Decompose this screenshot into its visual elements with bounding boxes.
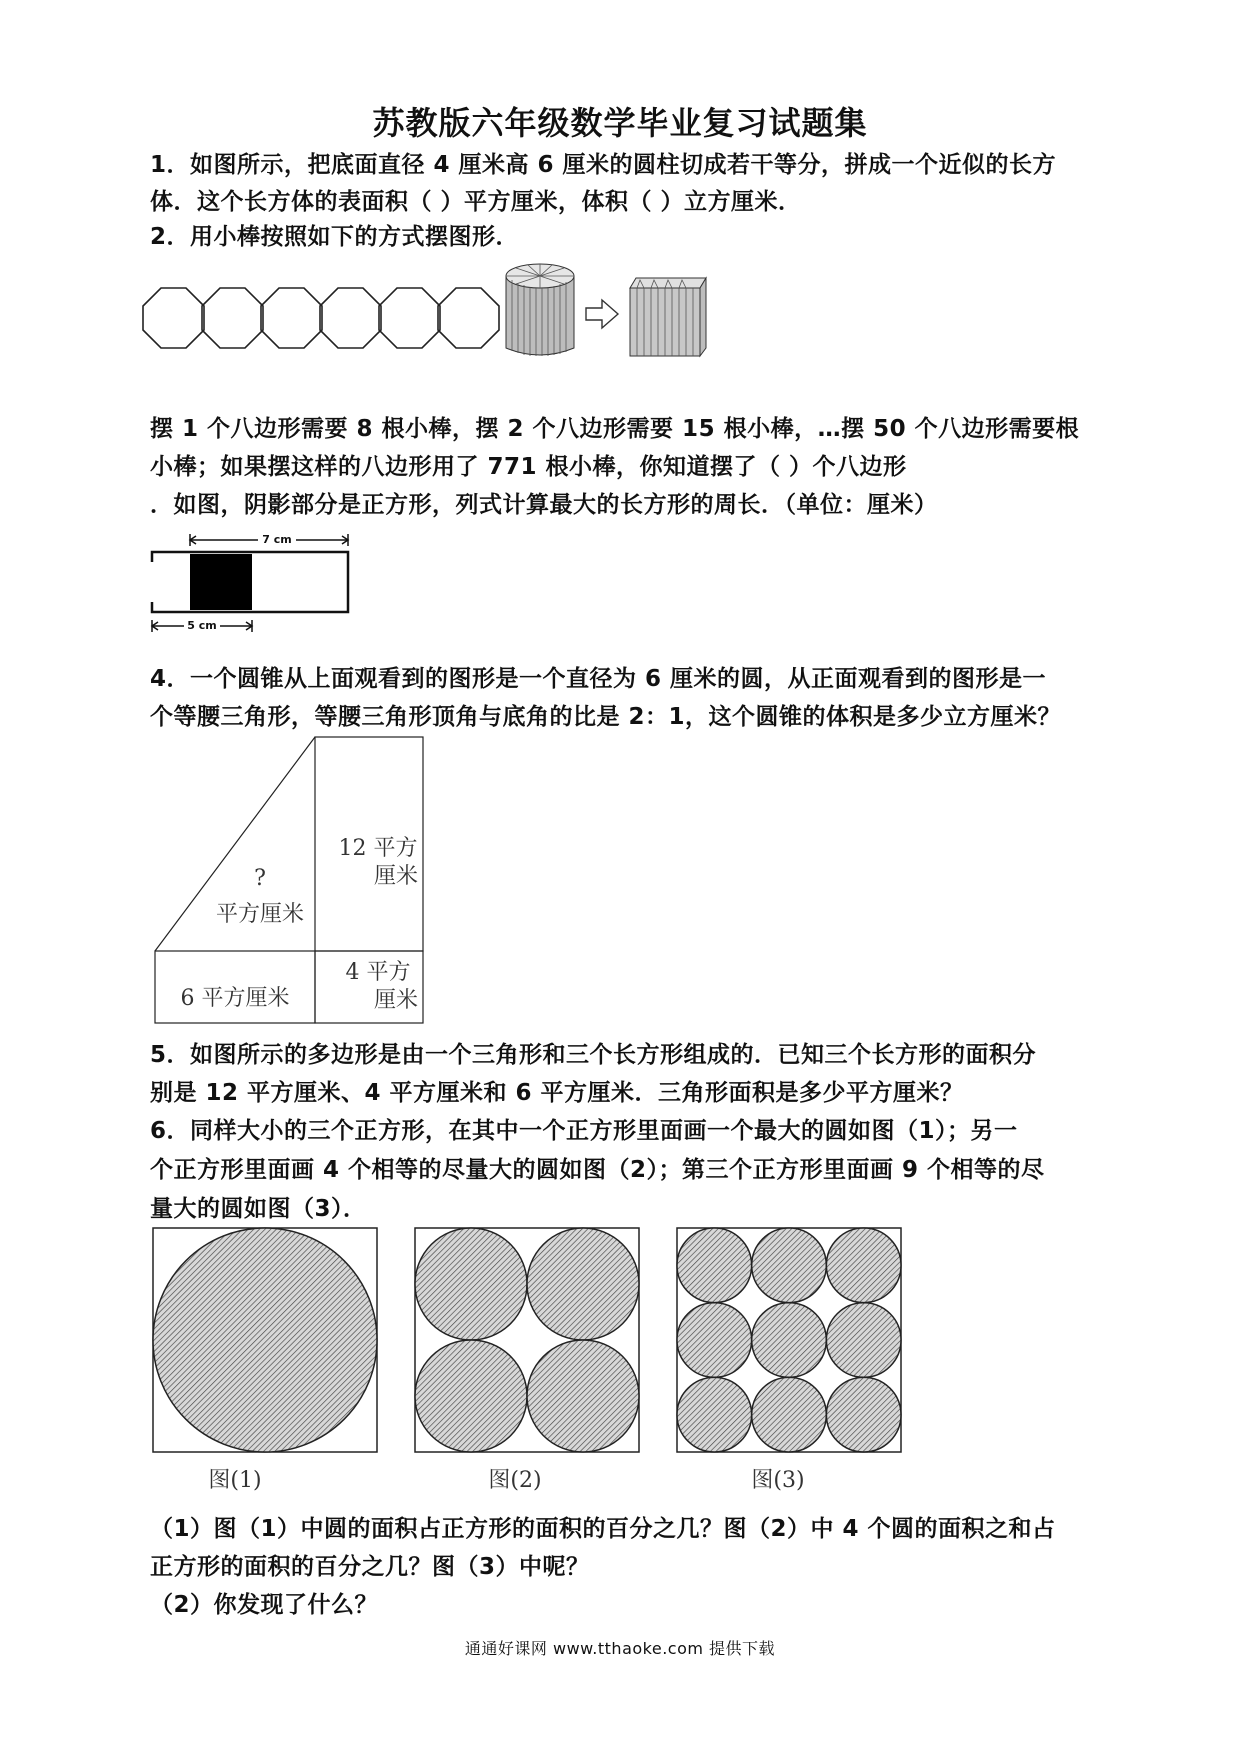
cuboid bbox=[630, 278, 706, 356]
q5-line1: 5．如图所示的多边形是由一个三角形和三个长方形组成的．已知三个长方形的面积分 bbox=[150, 1042, 1037, 1068]
figure-1-caption: 图(1) bbox=[208, 1468, 262, 1493]
octagon-cylinder-figure bbox=[140, 258, 800, 368]
footer-credit: 通通好课网 www.tthaoke.com 提供下载 bbox=[464, 1639, 776, 1658]
q4-line1: 4．一个圆锥从上面观看到的图形是一个直径为 6 厘米的圆，从正面观看到的图形是一 bbox=[150, 666, 1047, 692]
q6-squares-figure bbox=[150, 1225, 910, 1495]
q6-line3: 量大的圆如图（3）． bbox=[150, 1196, 367, 1222]
bottom-dimension-label: 5 cm bbox=[187, 619, 217, 632]
octagon-2 bbox=[202, 288, 263, 348]
rect-12-unit: 厘米 bbox=[373, 864, 419, 889]
octagon-5 bbox=[379, 288, 440, 348]
page-title: 苏教版六年级数学毕业复习试题集 bbox=[372, 104, 868, 142]
rect-12-label: 12 平方 bbox=[338, 836, 418, 861]
q3-line1: ．如图，阴影部分是正方形，列式计算最大的长方形的周长．（单位：厘米） bbox=[150, 492, 938, 518]
rect-6-label: 6 平方厘米 bbox=[180, 986, 290, 1011]
q6-sub2: （2）你发现了什么？ bbox=[150, 1592, 379, 1618]
q6-sub1-line2: 正方形的面积的百分之几？图（3）中呢？ bbox=[150, 1554, 590, 1580]
q6-sub1-line1: （1）图（1）中圆的面积占正方形的面积的百分之几？图（2）中 4 个圆的面积之和占 bbox=[150, 1516, 1056, 1542]
circle-large bbox=[153, 1228, 377, 1452]
figure-2-caption: 图(2) bbox=[488, 1468, 542, 1493]
q2-line2: 摆 1 个八边形需要 8 根小棒，摆 2 个八边形需要 15 根小棒，…摆 50 个八边形需要根 bbox=[150, 416, 1080, 442]
q1-line2: 体．这个长方体的表面积（ ）平方厘米，体积（ ）立方厘米． bbox=[150, 189, 802, 215]
q4-line2: 个等腰三角形，等腰三角形顶角与底角的比是 2：1，这个圆锥的体积是多少立方厘米？ bbox=[150, 704, 1062, 730]
q3-rectangle-figure bbox=[150, 528, 350, 638]
rect-4-unit: 厘米 bbox=[373, 988, 419, 1013]
arrow-right-icon bbox=[586, 300, 618, 328]
q2-line3: 小棒；如果摆这样的八边形用了 771 根小棒，你知道摆了（ ）个八边形 bbox=[150, 454, 907, 480]
octagon-1 bbox=[143, 288, 204, 348]
q1-line1: 1．如图所示，把底面直径 4 厘米高 6 厘米的圆柱切成若干等分，拼成一个近似的长方 bbox=[150, 152, 1057, 178]
q6-line2: 个正方形里面画 4 个相等的尽量大的圆如图（2）；第三个正方形里面画 9 个相等的尽 bbox=[150, 1157, 1045, 1183]
top-dimension-label: 7 cm bbox=[262, 533, 292, 546]
triangle-area-label: 平方厘米 bbox=[215, 902, 305, 927]
octagon-3 bbox=[261, 288, 322, 348]
octagon-6 bbox=[438, 288, 499, 348]
rect-4-label: 4 平方 bbox=[345, 960, 411, 985]
q6-line1: 6．同样大小的三个正方形，在其中一个正方形里面画一个最大的圆如图（1）；另一 bbox=[150, 1118, 1018, 1144]
octagon-4 bbox=[320, 288, 381, 348]
q5-polygon-figure bbox=[150, 735, 430, 1025]
q2-line1: 2．用小棒按照如下的方式摆图形． bbox=[150, 224, 520, 250]
figure-3-caption: 图(3) bbox=[751, 1468, 805, 1493]
cylinder bbox=[506, 264, 574, 356]
shaded-square bbox=[190, 554, 252, 610]
q5-line2: 别是 12 平方厘米、4 平方厘米和 6 平方厘米．三角形面积是多少平方厘米？ bbox=[150, 1080, 964, 1106]
triangle-question-mark: ? bbox=[254, 866, 266, 891]
